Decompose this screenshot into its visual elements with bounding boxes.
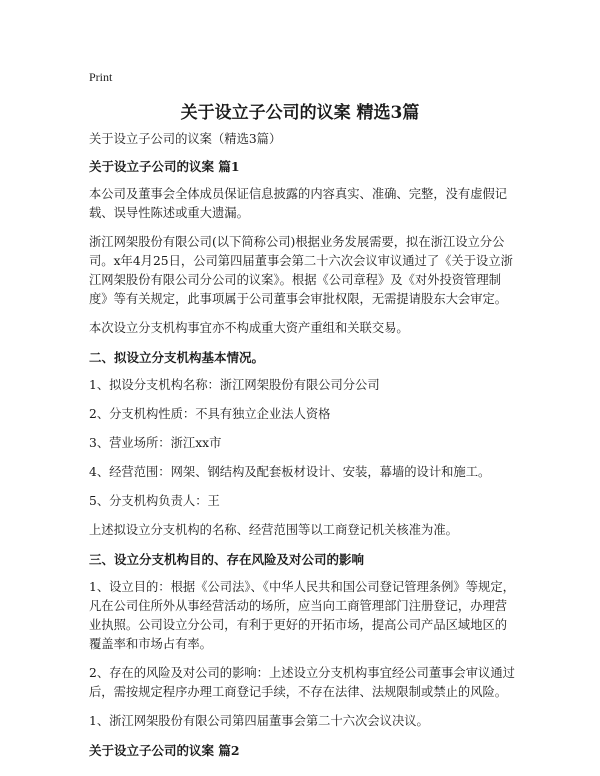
section-heading-article-1: 关于设立子公司的议案 篇1 bbox=[89, 159, 240, 174]
document-body bbox=[89, 130, 519, 769]
section-heading-branch-info: 二、拟设立分支机构基本情况。 bbox=[89, 350, 265, 365]
paragraph: 上述拟设立分支机构的名称、经营范围等以工商登记机关核准为准。 bbox=[89, 523, 458, 537]
section-heading-purpose-risk: 三、设立分支机构目的、存在风险及对公司的影响 bbox=[89, 552, 365, 567]
document-subtitle: 关于设立子公司的议案（精选3篇） bbox=[89, 132, 282, 146]
paragraph: 本次设立分支机构事宜亦不构成重大资产重组和关联交易。 bbox=[89, 321, 409, 335]
page-title: 关于设立子公司的议案 精选3篇 bbox=[180, 103, 420, 123]
print-link[interactable]: Print bbox=[89, 70, 113, 84]
list-item: 1、拟设分支机构名称：浙江网架股份有限公司分公司 bbox=[89, 378, 380, 392]
paragraph: 浙江网架股份有限公司(以下简称公司)根据业务发展需要，拟在浙江设立分公司。x年4月25日，公司第四届董事会第二十六次会议审议通过了《关于设立浙江网架股份有限公司分公司的议案》。根据《公司章程》及《对外投资管理制度》等有关规定，此事项属于公司董事会审批权限，无需提请股东大会审定。 bbox=[89, 235, 513, 306]
paragraph: 2、存在的风险及对公司的影响：上述设立分支机构事宜经公司董事会审议通过后，需按规定程序办理工商登记手续，不存在法律、法规限制或禁止的风险。 bbox=[89, 666, 515, 699]
list-item: 3、营业场所：浙江xx市 bbox=[89, 436, 222, 450]
paragraph: 本公司及董事会全体成员保证信息披露的内容真实、准确、完整，没有虚假记载、误导性陈述或重大遗漏。 bbox=[89, 187, 508, 220]
paragraph: 1、浙江网架股份有限公司第四届董事会第二十六次会议决议。 bbox=[89, 714, 429, 728]
list-item: 5、分支机构负责人：王 bbox=[89, 494, 220, 508]
list-item: 2、分支机构性质：不具有独立企业法人资格 bbox=[89, 407, 331, 421]
branch-info-list bbox=[89, 376, 519, 511]
paragraph: 1、设立目的：根据《公司法》、《中华人民共和国公司登记管理条例》等规定，凡在公司住所外从事经营活动的场所，应当向工商管理部门注册登记，办理营业执照。公司设立分公司，有利于更好的开拓市场，提高公司产品区域地区的覆盖率和市场占有率。 bbox=[89, 580, 515, 651]
list-item: 4、经营范围：网架、钢结构及配套板材设计、安装，幕墙的设计和施工。 bbox=[89, 465, 491, 479]
section-heading-article-2: 关于设立子公司的议案 篇2 bbox=[89, 743, 240, 758]
